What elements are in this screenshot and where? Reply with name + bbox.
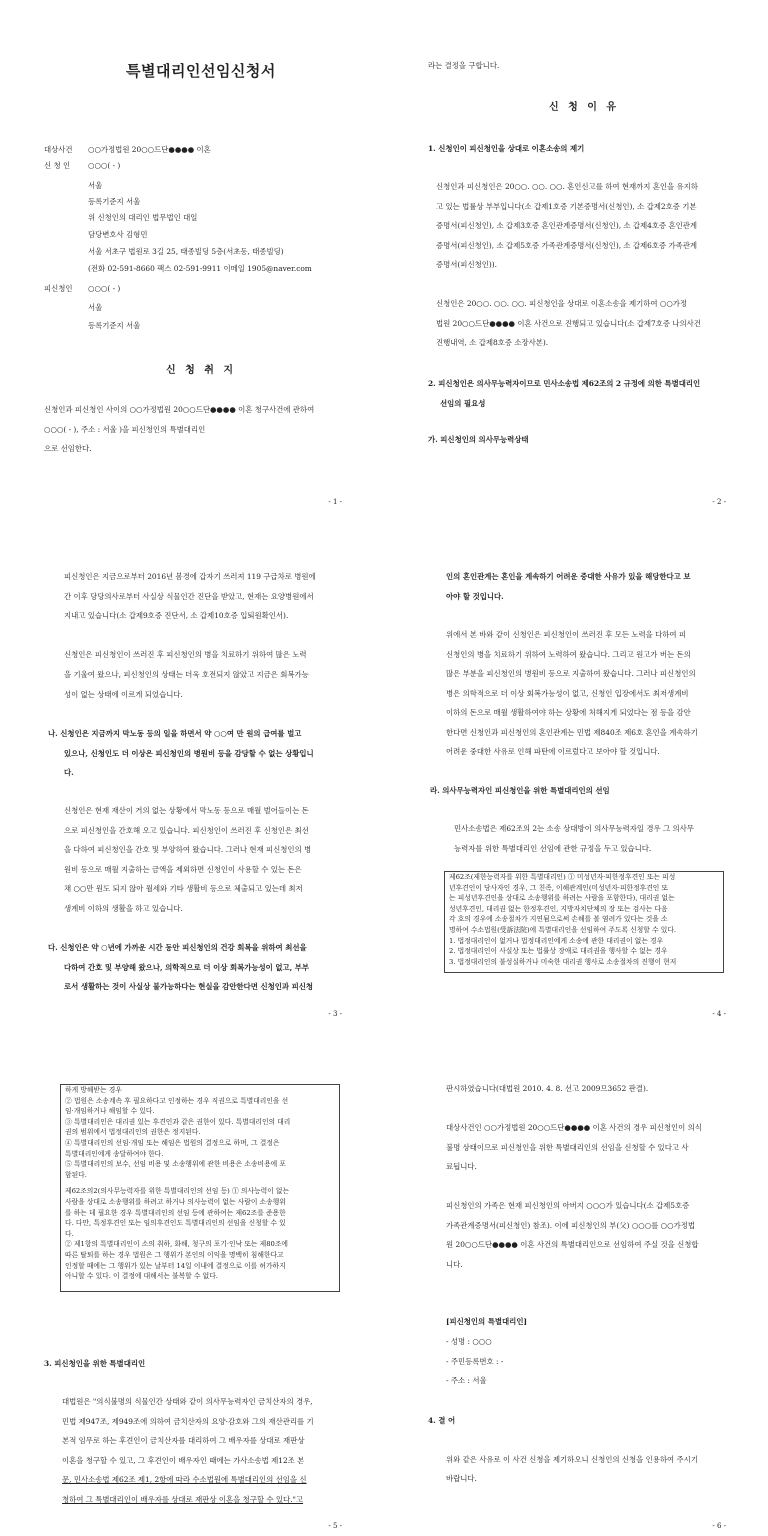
- document-page-2: [384, 0, 768, 512]
- reason-heading: 신 청 이 유: [549, 102, 620, 113]
- page-number: - 2 -: [712, 498, 726, 506]
- paragraph-line: 신청인의 병을 치료하기 위하여 노력하여 왔습니다. 그리고 원고가 버는 돈의: [446, 650, 691, 659]
- law-line: 각 호의 경우에 소송절차가 지연됨으로써 손해를 볼 염려가 있다는 것을 소: [449, 915, 668, 924]
- paragraph-line: 민법 제947조, 제949조에 의하여 금치산자의 요양·감호와 그의 재산관리를 기: [62, 1417, 314, 1426]
- paragraph-line: 이혼을 청구할 수 있고, 그 후견인이 배우자인 때에는 가사소송법 제12조 본: [62, 1456, 305, 1465]
- law-line: 제62조의2(의사무능력자를 위한 특별대리인의 선임 등) ① 의사능력이 없는: [65, 1187, 290, 1196]
- law-line: 성년후견인, 대리권 없는 한정후견인, 지방자치단체의 장 또는 검사는 다음: [449, 904, 668, 913]
- subsection-heading: 가. 피신청인의 의사무능력상태: [428, 435, 529, 444]
- page-number: - 3 -: [328, 1010, 342, 1018]
- paragraph-line: 을 다하여 피신청인을 간호 및 부양하여 왔습니다. 그러나 현재 피신청인의 병: [64, 845, 312, 854]
- law-line: 2. 법정대리인이 사실상 또는 법률상 장애로 대리권을 행사할 수 없는 경우: [449, 947, 668, 956]
- subsection-heading: 있으나, 신청인도 더 이상은 피신청인의 병원비 등을 감당할 수 없는 상황입니: [64, 749, 314, 758]
- law-line: 아니할 수 있다. 이 결정에 대해서는 불복할 수 없다.: [65, 1272, 218, 1281]
- law-line: 하게 방해받는 경우: [65, 1086, 122, 1094]
- paragraph-line: 민사소송법은 제62조의 2는 소송 상대방이 의사무능력자일 경우 그 의사무: [454, 824, 694, 833]
- law-line: 다.: [65, 1229, 74, 1238]
- applicant-line: 담당변호사 김형민: [88, 230, 148, 239]
- purpose-line: 으로 선임한다.: [44, 444, 92, 453]
- paragraph-line: 바랍니다.: [446, 1474, 477, 1483]
- paragraph-line: 아야 할 것입니다.: [446, 592, 504, 601]
- law-line: 권의 범위에서 법정대리인의 권한은 정지된다.: [65, 1128, 201, 1137]
- page-number: - 1 -: [328, 498, 342, 506]
- paragraph-line: 병은 의학적으로 더 이상 회복가능성이 없고, 신청인 입장에서도 최저생계비: [446, 689, 689, 698]
- purpose-heading: 신 청 취 지: [166, 365, 237, 376]
- agent-line: - 성명 : ○○○: [446, 1337, 492, 1346]
- paragraph-line: 고 있는 법률상 부부입니다(소 갑제1호증 기본증명서(신청인), 소 갑제2호증 기본: [436, 202, 697, 211]
- paragraph-line: 대상사건인 ○○가정법원 20○○드단●●●● 이혼 사건의 경우 피신청인이 의식: [446, 1123, 702, 1132]
- subsection-heading: 다. 신청인은 약 ○년에 가까운 시간 동안 피신청인의 건강 회복을 위하여 최선을: [48, 943, 307, 952]
- applicant-line: (전화 02-591-8660 팩스 02-591-9911 이메일 1905@naver.com: [88, 264, 312, 273]
- paragraph-line: 원 20○○드단●●●● 이혼 사건의 특별대리인으로 선임하여 주실 것을 신청합: [446, 1240, 699, 1249]
- paragraph-line: 한다면 신청인과 피신청인의 혼인관계는 민법 제840조 제6호 혼인을 계속하기: [446, 728, 698, 737]
- law-line: ⑤ 특별대리인의 보수, 선임 비용 및 소송행위에 관한 비용은 소송비용에 포: [65, 1160, 286, 1169]
- paragraph-line: 증명서(피신청인)).: [436, 260, 497, 269]
- paragraph-line: 간 이후 당당의사로부터 사실상 식물인간 진단을 받았고, 현재는 요양병원에서: [64, 592, 314, 601]
- paragraph-line: 대법원은 "의식불명의 식물인간 상태와 같이 의사무능력자인 금치산자의 경우,: [62, 1397, 313, 1406]
- paragraph-line: 신청인은 20○○. ○○. ○○. 피신청인을 상대로 이혼소송을 제기하여 ○○가정: [436, 299, 688, 308]
- document-page-3: [0, 512, 384, 1024]
- document-page-5: [0, 1024, 384, 1536]
- respondent-label: 피신청인: [44, 284, 73, 293]
- paragraph-line: 인의 혼인관계는 혼인을 계속하기 어려운 중대한 사유가 있을 해당한다고 보: [446, 572, 691, 581]
- page-number: - 4 -: [712, 1010, 726, 1018]
- paragraph-line: 판시하였습니다(대법원 2010. 4. 8. 선고 2009므3652 판결).: [446, 1084, 649, 1093]
- law-quote-box: [444, 871, 724, 973]
- document-page-4: [384, 512, 768, 1024]
- paragraph-line: 지내고 있습니다(소 갑제9호증 진단서, 소 갑제10호증 입퇴원확인서).: [64, 611, 289, 620]
- law-line: 임·개임하거나 해임할 수 있다.: [65, 1107, 155, 1116]
- purpose-line: 신청인과 피신청인 사이의 ○○가정법원 20○○드단●●●● 이혼 청구사건에 관하여: [44, 405, 315, 414]
- continued-line: 라는 결정을 구합니다.: [428, 61, 500, 70]
- law-line: ② 제1항의 특별대리인이 소의 취하, 화해, 청구의 포기·인낙 또는 제80조에: [65, 1240, 288, 1249]
- law-line: 명하여 수소법원(受訴法院)에 특별대리인을 선임하여 주도록 신청할 수 있다.: [449, 925, 677, 934]
- agent-line: - 주소 : 서울: [446, 1376, 487, 1385]
- paragraph-line: 신청인과 피신청인은 20○○. ○○. ○○. 혼인신고를 하여 현재까지 혼인을 유지하: [436, 182, 698, 191]
- applicant-line: 등록기준지 서울: [88, 197, 141, 206]
- agent-line: - 주민등록번호 : -: [446, 1357, 504, 1366]
- paragraph-line: 료됩니다.: [446, 1162, 477, 1171]
- paragraph-line: 이하의 돈으로 매월 생활하여야 하는 상황에 처해지게 되었다는 점 등을 감안: [446, 708, 691, 717]
- law-line: 다. 다만, 특정후견인 또는 임의후견인도 특별대리인의 선임을 신청할 수 있: [65, 1219, 286, 1228]
- law-line: 3. 법정대리인의 불성실하거나 미숙한 대리권 행사로 소송절차의 진행이 현저: [449, 957, 677, 966]
- paragraph-line: 을 기울여 왔으나, 피신청인의 상태는 더욱 호전되지 않았고 지금은 회복가능: [64, 670, 309, 679]
- purpose-line: ○○○( - ), 주소 : 서울 )을 피신청인의 특별대리인: [44, 425, 206, 434]
- subsection-heading: 라. 의사무능력자인 피신청인을 위한 특별대리인의 선임: [430, 786, 610, 795]
- case-label: 대상사건: [44, 145, 73, 154]
- page-number: - 5 -: [328, 1522, 342, 1530]
- applicant-line: ○○○( - ): [88, 161, 121, 170]
- paragraph-line: 불명 상태이므로 피신청인을 위한 특별대리인의 선임을 신청할 수 있다고 사: [446, 1143, 689, 1152]
- subsection-heading: 로서 생활하는 것이 사실상 불가능하다는 현실을 감안한다면 신청인과 피신청: [64, 982, 314, 991]
- paragraph-line: 법원 20○○드단●●●● 이혼 사건으로 진행되고 있습니다(소 갑제7호증 나의사건: [436, 319, 701, 328]
- subsection-heading: 나. 신청인은 지금까지 막노동 등의 일을 하면서 약 ○○여 만 원의 급여를 벌고: [48, 729, 302, 738]
- paragraph-line: 피신청인의 가족은 현재 피신청인의 아버지 ○○○가 있습니다(소 갑제5호증: [446, 1201, 690, 1210]
- subsection-heading: 다하여 간호 및 부양해 왔으나, 의학적으로 더 이상 회복가능성이 없고, 부부: [64, 963, 310, 972]
- document-title: 특별대리인선임신청서: [126, 62, 276, 80]
- section-heading: 1. 신청인이 피신청인을 상대로 이혼소송의 제기: [428, 144, 585, 153]
- section-heading: 2. 피신청인은 의사무능력자이므로 민사소송법 제62조의 2 규정에 의한 특별대리인: [428, 379, 701, 388]
- paragraph-line: 가족관계증명서(피신청인) 참조). 이에 피신청인의 부(父) ○○○를 ○○가정법: [446, 1221, 695, 1230]
- underlined-line: 문, 민사소송법 제62조 제1, 2항에 따라 수소법원에 특별대리인의 선임을 신: [62, 1475, 307, 1484]
- paragraph-line: 원비 등으로 매월 지출하는 금액을 제외하면 신청인이 사용할 수 있는 돈은: [64, 865, 302, 874]
- law-line: ② 법원은 소송계속 후 필요하다고 인정하는 경우 직권으로 특별대리인을 선: [65, 1096, 289, 1105]
- paragraph-line: 본적 임무로 하는 후견인이 금치산자를 대리하여 그 배우자를 상대로 재판상: [62, 1436, 305, 1445]
- paragraph-line: 위에서 본 바와 같이 신청인은 피신청인이 쓰러진 후 모든 노력을 다하여 피: [446, 630, 687, 639]
- agent-heading: [피신청인의 특별대리인]: [446, 1317, 527, 1326]
- paragraph-line: 신청인은 현재 재산이 거의 없는 상황에서 막노동 등으로 매월 벌어들이는 돈: [64, 806, 309, 815]
- law-line: 따른 탈퇴를 하는 경우 법원은 그 행위가 본인의 이익을 명백히 침해한다고: [65, 1250, 284, 1259]
- page-number: - 6 -: [712, 1522, 726, 1530]
- paragraph-line: 생계비 이하의 생활을 하고 있습니다.: [64, 904, 183, 913]
- paragraph-line: 으로 피신청인을 간호해 오고 있습니다. 피신청인이 쓰러진 후 신청인은 최선: [64, 826, 309, 835]
- paragraph-line: 채 ○○만 원도 되지 않아 월세와 기타 생활비 등으로 체출되고 있는데 최저: [64, 884, 303, 893]
- applicant-line: 서울 서초구 법원로 3길 25, 태종빌딩 5층(서초동, 태종빌딩): [88, 247, 284, 256]
- applicant-line: 서울: [88, 181, 103, 190]
- paragraph-line: 성이 없는 상태에 이르게 되었습니다.: [64, 690, 183, 699]
- case-value: ○○가정법원 20○○드단●●●● 이혼: [88, 145, 211, 154]
- paragraph-line: 증명서(피신청인), 소 갑제5호증 가족관계증명서(신청인), 소 갑제6호증 가족관계: [436, 241, 698, 250]
- paragraph-line: 어려운 중대한 사유로 인해 파탄에 이르렀다고 보아야 할 것입니다.: [446, 747, 660, 756]
- respondent-line: 서울: [88, 303, 103, 312]
- document-page-6: [384, 1024, 768, 1536]
- law-line: ③ 특별대리인은 대리권 있는 후견인과 같은 권한이 있다. 특별대리인의 대리: [65, 1117, 291, 1126]
- respondent-line: ○○○( - ): [88, 284, 121, 293]
- section-heading: 선임의 필요성: [440, 399, 486, 408]
- section-heading: 3. 피신청인을 위한 특별대리인: [44, 1359, 146, 1368]
- paragraph-line: 신청인은 피신청인이 쓰러진 후 피신청인의 병을 치료하기 위하여 많은 노력: [64, 650, 307, 659]
- paragraph-line: 능력자를 위한 특별대리인 선임에 관한 규정을 두고 있습니다.: [454, 844, 652, 853]
- law-line: 년후견인이 당사자인 경우, 그 친족, 이해관계인(미성년자·피한정후견인 또: [449, 883, 669, 892]
- law-line: 제62조(제한능력자를 위한 특별대리인) ① 미성년자·피한정후견인 또는 피성: [449, 873, 676, 881]
- paragraph-line: 니다.: [446, 1260, 463, 1269]
- paragraph-line: 위와 같은 사유로 이 사건 신청을 제기하오니 신청인의 신청을 인용하여 주시기: [446, 1455, 698, 1464]
- applicant-line: 위 신청인의 대리인 법무법인 대일: [88, 213, 198, 222]
- subsection-heading: 다.: [64, 768, 74, 777]
- law-line: 는 피성년후견인을 상대로 소송행위를 하려는 사람을 포함한다), 대리권 없는: [449, 894, 675, 903]
- underlined-line: 청하여 그 특별대리인이 배우자를 상대로 재판상 이혼을 청구할 수 있다."고: [62, 1495, 304, 1504]
- law-line: 인정할 때에는 그 행위가 있는 날부터 14일 이내에 결정으로 이를 허가하지: [65, 1261, 286, 1270]
- paragraph-line: 증명서(피신청인), 소 갑제3호증 혼인관계증명서(신청인), 소 갑제4호증 혼인관계: [436, 221, 698, 230]
- law-line: 1. 법정대리인이 없거나 법정대리인에게 소송에 관한 대리권이 없는 경우: [449, 936, 664, 945]
- document-page-1: [0, 0, 384, 512]
- section-heading: 4. 결 어: [428, 1416, 456, 1425]
- paragraph-line: 피신청인은 지금으로부터 2016년 봄경에 갑자기 쓰러져 119 구급차로 병원에: [64, 572, 316, 581]
- paragraph-line: 진행내역, 소 갑제8호증 소장사본).: [436, 338, 549, 347]
- law-line: 사람을 상대로 소송행위를 하려고 하거나 의사능력이 없는 사람이 소송행위: [65, 1197, 286, 1206]
- law-line: 를 하는 데 필요한 경우 특별대리인의 선임 등에 관하여는 제62조를 준용한: [65, 1208, 286, 1217]
- law-line: ④ 특별대리인의 선임·개임 또는 해임은 법원의 결정으로 하며, 그 결정은: [65, 1138, 280, 1147]
- law-line: 특별대리인에게 송달하여야 한다.: [65, 1149, 164, 1158]
- paragraph-line: 많은 부분을 피신청인의 병원비 등으로 지출하여 왔습니다. 그러나 피신청인의: [446, 669, 696, 678]
- respondent-line: 등록기준지 서울: [88, 321, 141, 330]
- law-line: 함된다.: [65, 1170, 87, 1179]
- law-quote-box: [60, 1084, 340, 1292]
- applicant-label: 신 청 인: [44, 161, 71, 170]
